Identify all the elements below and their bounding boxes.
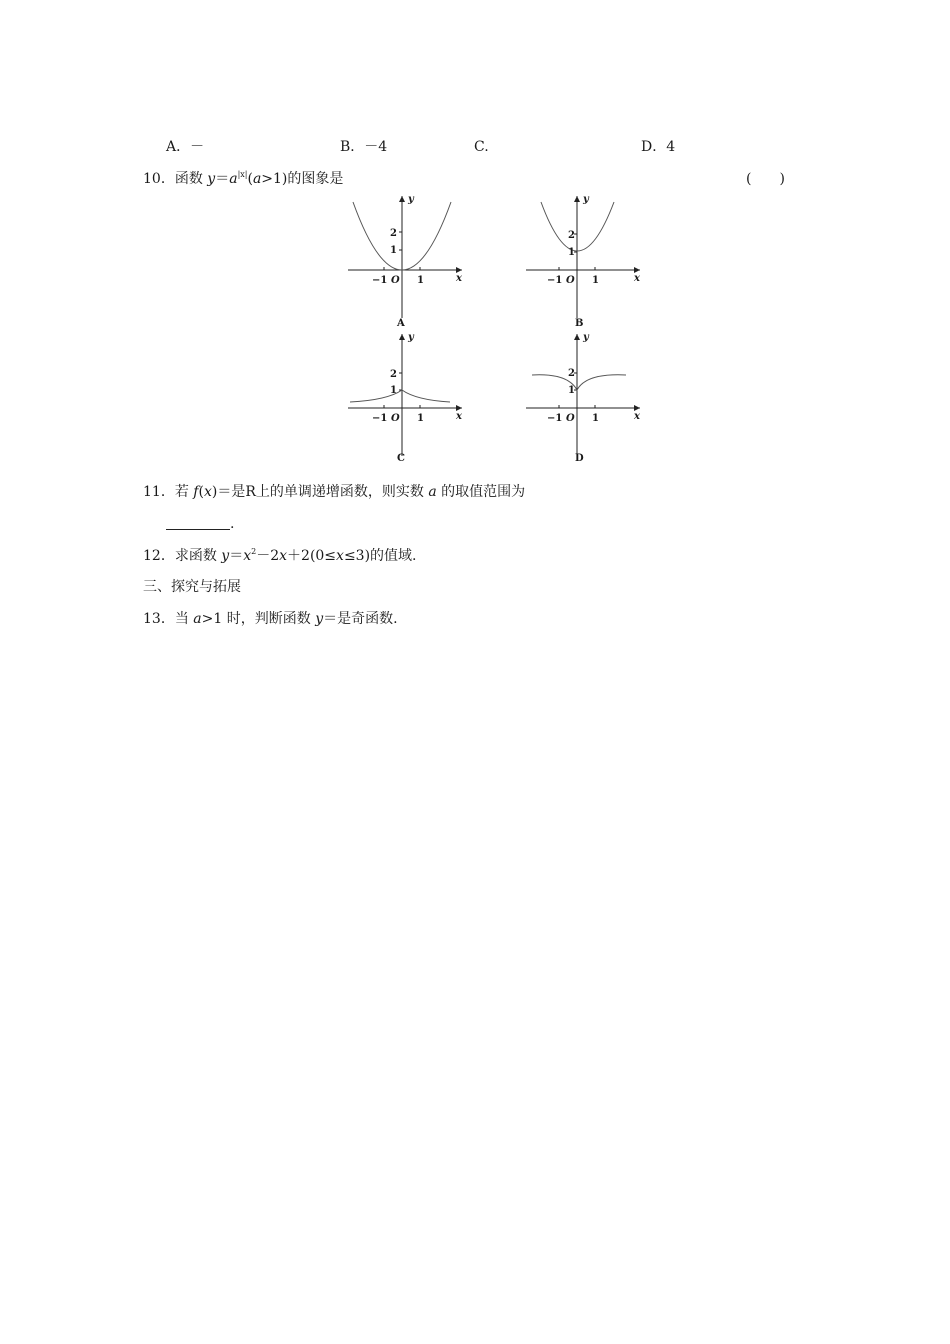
graph-d (518, 328, 648, 468)
svg-text:y: y (583, 194, 589, 205)
q9-option-a: A．－ (166, 139, 205, 155)
q11-answer-blank (166, 515, 230, 530)
graph-a (340, 190, 470, 330)
svg-text:2: 2 (568, 368, 575, 379)
curve-d (532, 375, 626, 390)
q12-stem: 12．求函数 $y=x^2-2x+2(0\le x\le 3)$的值域. (143, 547, 417, 564)
svg-text:x: x (634, 411, 640, 422)
svg-text:x: x (456, 273, 462, 284)
svg-text:D: D (575, 453, 584, 464)
graph-c (340, 328, 470, 468)
svg-text:y: y (583, 332, 589, 343)
svg-text:1: 1 (568, 385, 575, 396)
q10-answer-paren: ( ) (746, 171, 785, 187)
svg-text:−1: −1 (547, 275, 563, 286)
q13-stem: 13．当 a>1 时，判断函数 y＝是奇函数. (143, 611, 398, 627)
svg-text:x: x (634, 273, 640, 284)
svg-text:1: 1 (417, 275, 424, 286)
svg-text:1: 1 (417, 413, 424, 424)
svg-text:O: O (566, 275, 575, 286)
curve-c (350, 390, 450, 402)
q9-option-d: D．4 (641, 139, 676, 155)
svg-text:y: y (408, 332, 414, 343)
q11-answer-line: . (166, 514, 234, 534)
svg-text:O: O (566, 413, 575, 424)
svg-text:O: O (391, 275, 400, 286)
svg-text:B: B (575, 318, 584, 329)
svg-text:1: 1 (390, 385, 397, 396)
svg-text:2: 2 (568, 230, 575, 241)
svg-text:1: 1 (390, 245, 397, 256)
svg-text:−1: −1 (372, 275, 388, 286)
svg-text:−1: −1 (547, 413, 563, 424)
svg-text:2: 2 (390, 369, 397, 380)
q9-option-c: C. (474, 139, 489, 155)
svg-text:1: 1 (568, 247, 575, 258)
q10-stem: 10．函数 $y=a^{|x|}(a>1)$的图象是 (143, 170, 344, 187)
svg-text:A: A (397, 318, 405, 329)
svg-text:C: C (397, 453, 405, 464)
section-title: 三、探究与拓展 (143, 579, 241, 595)
q9-option-b: B．－4 (340, 139, 388, 155)
svg-text:−1: −1 (372, 413, 388, 424)
svg-text:x: x (456, 411, 462, 422)
q11-stem: 11．若 f(x)＝是R上的单调递增函数，则实数 a 的取值范围为 (143, 484, 526, 500)
svg-text:y: y (408, 194, 414, 205)
svg-text:1: 1 (592, 413, 599, 424)
graph-b (518, 190, 648, 330)
svg-text:O: O (391, 413, 400, 424)
svg-text:1: 1 (592, 275, 599, 286)
svg-text:2: 2 (390, 228, 397, 239)
